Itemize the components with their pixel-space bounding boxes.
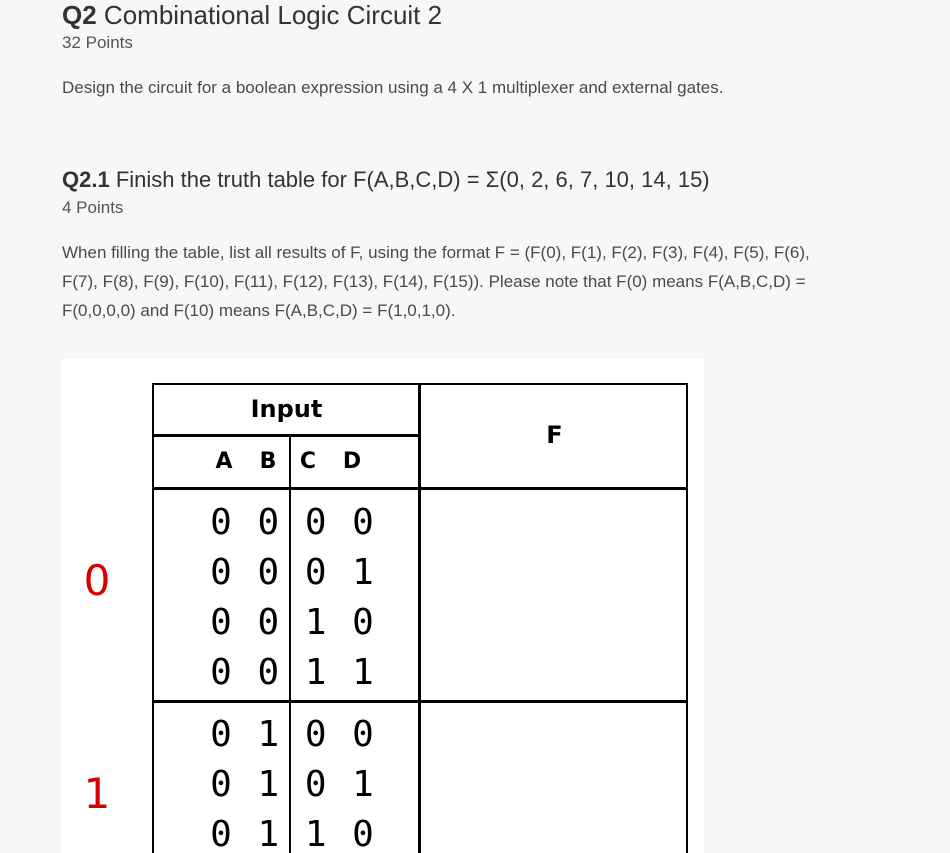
- bit-b: 0: [257, 602, 280, 643]
- subquestion-title-text: Finish the truth table for F(A,B,C,D) = Σ(0, 2, 6, 7, 10, 14, 15): [115, 167, 710, 192]
- bit-b: 1: [257, 714, 280, 755]
- table-row: [206, 811, 378, 853]
- header-var-b: B: [259, 449, 277, 474]
- table-row: [206, 761, 378, 809]
- bit-b: 0: [257, 652, 280, 693]
- instruction-line: When filling the table, list all results of F, using the format F = (F(0), F(1), F(2), F(3), F(4), F(5), F(6),: [62, 243, 810, 262]
- header-var-d: D: [342, 449, 362, 474]
- bit-d: 1: [352, 652, 374, 693]
- table-row: [206, 549, 378, 597]
- table-divider-input: [154, 434, 419, 437]
- table-row: [206, 649, 378, 697]
- bit-a: 0: [210, 764, 232, 805]
- question-description: Design the circuit for a boolean expression using a 4 X 1 multiplexer and external gates.: [62, 78, 724, 97]
- bit-b: 1: [257, 764, 280, 805]
- bit-c: 0: [304, 502, 327, 543]
- question-title: [62, 0, 442, 31]
- table-row: [206, 599, 378, 647]
- bit-a: 0: [210, 602, 232, 643]
- bit-a: 0: [210, 502, 232, 543]
- bit-c: 0: [304, 764, 327, 805]
- instruction-line: F(0,0,0,0) and F(10) means F(A,B,C,D) = F(1,0,1,0).: [62, 301, 456, 320]
- bit-d: 0: [352, 602, 374, 643]
- table-divider-vertical: [418, 385, 421, 853]
- select-label-1: 1: [83, 769, 111, 818]
- header-var-c: C: [299, 449, 317, 474]
- question-title-text: Combinational Logic Circuit 2: [103, 0, 443, 30]
- subquestion-title: [62, 167, 710, 193]
- bit-d: 0: [352, 502, 374, 543]
- bit-a: 0: [210, 814, 232, 853]
- instruction-line: F(7), F(8), F(9), F(10), F(11), F(12), F(13), F(14), F(15)). Please note that F(0) means F(A,B,C,D) =: [62, 272, 806, 291]
- bit-c: 0: [304, 552, 327, 593]
- header-output-f: F: [546, 421, 563, 449]
- question-points: 32 Points: [62, 33, 133, 52]
- table-divider-header: [154, 487, 688, 490]
- bit-c: 1: [304, 814, 327, 853]
- bit-d: 1: [352, 764, 374, 805]
- subquestion-points: 4 Points: [62, 198, 124, 217]
- bit-b: 0: [257, 552, 280, 593]
- bit-a: 0: [210, 552, 232, 593]
- truth-table-image: [62, 359, 704, 853]
- table-row: [206, 499, 378, 547]
- subquestion-instructions: [62, 238, 810, 325]
- bit-d: 1: [352, 552, 374, 593]
- select-label-0: 0: [83, 556, 111, 605]
- bit-d: 0: [352, 814, 374, 853]
- bit-c: 0: [304, 714, 327, 755]
- subquestion-number: Q2.1: [62, 167, 110, 192]
- bit-b: 1: [257, 814, 280, 853]
- bit-c: 1: [304, 652, 327, 693]
- truth-table: [152, 383, 688, 853]
- bit-b: 0: [257, 502, 280, 543]
- bit-a: 0: [210, 714, 232, 755]
- bit-c: 1: [304, 602, 327, 643]
- question-number: Q2: [62, 0, 97, 30]
- table-row: [206, 711, 378, 759]
- header-input: Input: [250, 395, 323, 423]
- bit-d: 0: [352, 714, 374, 755]
- table-divider-group: [154, 700, 688, 703]
- header-var-a: A: [215, 449, 233, 474]
- bit-a: 0: [210, 652, 232, 693]
